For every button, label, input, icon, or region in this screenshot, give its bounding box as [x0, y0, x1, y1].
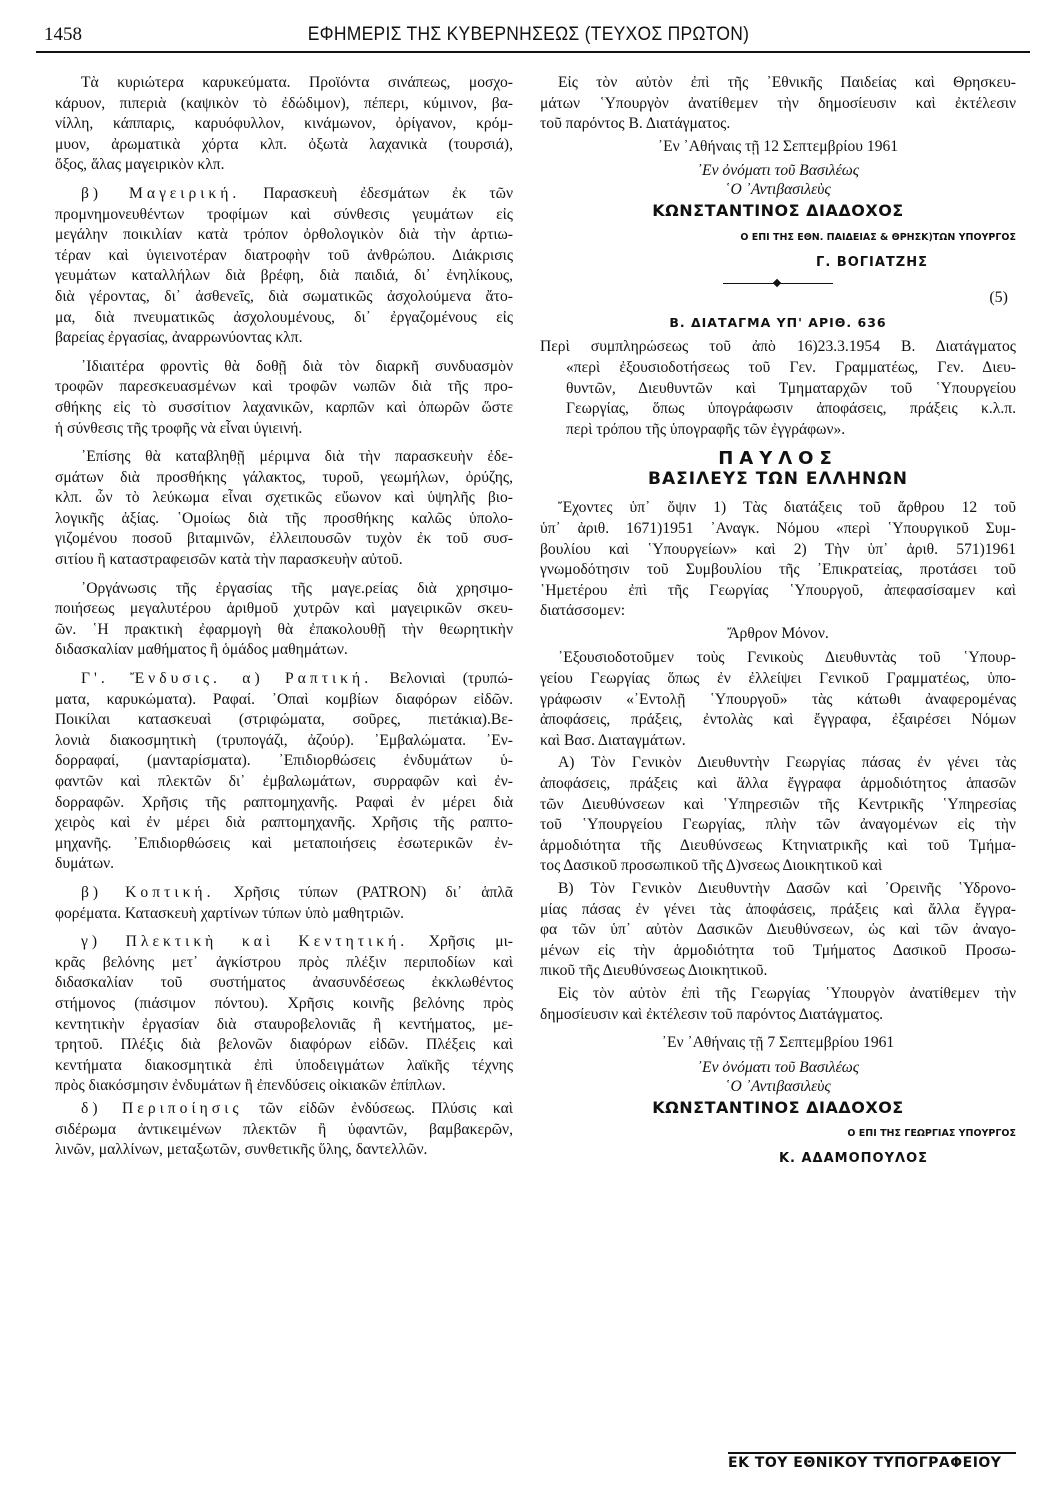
- text-line: [540, 94, 1016, 115]
- text-line: [55, 1140, 513, 1161]
- text-line: [540, 900, 1016, 921]
- date-line: ᾿Εν ᾿Αθήναις τῇ 12 Σεπτεμβρίου 1961: [657, 137, 899, 155]
- text-line: [540, 114, 1016, 135]
- text-line: [55, 488, 513, 509]
- line-text: μα, διὰ πνευματικῶς ἀσχολουμένους, δι᾿ ἐργαζομένους εἰς: [55, 308, 513, 326]
- line-text: μηχανῆς. ᾿Επιδιορθώσεις καὶ μεταποιήσεις ἐσωτερικῶν ἐν-: [55, 834, 513, 852]
- text-line: [55, 246, 513, 267]
- decree-sequence-number: (5): [989, 289, 1008, 307]
- text-line: [55, 205, 513, 226]
- king-title: ΒΑΣΙΛΕΥΣ ΤΩΝ ΕΛΛΗΝΩΝ: [648, 469, 908, 490]
- section-heading: Γ'. Ἔνδυσις. α) Ραπτική.: [81, 670, 373, 688]
- text-line: [540, 710, 1016, 731]
- text-line: [540, 879, 1016, 900]
- line-text: Παρασκευὴ ἐδεσμάτων ἐκ τῶν: [263, 184, 513, 202]
- text-line: [55, 377, 513, 398]
- paragraph: [55, 1099, 513, 1161]
- text-line: [55, 419, 513, 440]
- text-line: [540, 1005, 1016, 1026]
- signatory-name: ΚΩΝΣΤΑΝΤΙΝΟΣ ΔΙΑΔΟΧΟΣ: [652, 1097, 904, 1117]
- text-line: [55, 184, 513, 205]
- text-line: [540, 601, 1016, 622]
- line-text: διὰ γέροντας, δι᾿ ἀσθενεῖς, διὰ σωματικῶς ἀσχολούμενα ἄτο-: [55, 287, 513, 305]
- text-line: [540, 399, 1016, 420]
- text-line: [55, 1120, 513, 1141]
- text-line: [55, 904, 513, 925]
- paragraph: [55, 184, 513, 349]
- line-text: Εἰς τὸν αὐτὸν ἐπὶ τῆς Γεωργίας ῾Υπουργὸν ἀνατίθεμεν τὴν: [558, 984, 1016, 1002]
- line-text: Περὶ συμπληρώσεως τοῦ ἀπὸ 16)23.3.1954 Β. Διατάγματος: [540, 338, 1016, 356]
- line-text: μάτων ῾Υπουργὸν ἀνατίθεμεν τὴν δημοσίευσιν καὶ ἐκτέλεσιν: [540, 94, 1016, 112]
- text-line: [55, 1099, 513, 1120]
- text-line: [55, 308, 513, 329]
- text-line: [540, 337, 1016, 358]
- text-line: [55, 1015, 513, 1036]
- text-line: [55, 710, 513, 731]
- line-text: στήμονος (πιάσιμον πόντου). Χρῆσις κοινῆς βελόνης πρὸς: [55, 994, 513, 1012]
- text-line: [55, 953, 513, 974]
- text-line: [540, 581, 1016, 602]
- text-line: [55, 155, 513, 176]
- text-line: [540, 669, 1016, 690]
- line-text: κλπ. ὧν τὸ λεύκωμα εἶναι σχετικῶς εὔωνον καὶ ὑψηλῆς βιο-: [55, 489, 513, 507]
- line-text: γνωμοδότησιν τοῦ Συμβουλίου τῆς ᾿Επικρατείας, προτάσει τοῦ: [540, 561, 1016, 579]
- paragraph: [540, 753, 1016, 877]
- line-text: μένων εἰς τὴν ἁρμοδιότητα τοῦ Τμήματος Δασικοῦ Προσω-: [540, 941, 1016, 959]
- line-text: ᾿Οργάνωσις τῆς ἐργασίας τῆς μαγε.ρείας διὰ χρησιμο-: [81, 579, 513, 597]
- line-text: Β) Τὸν Γενικὸν Διευθυντὴν Δασῶν καὶ ᾿Ορεινῆς ῾Υδρονο-: [558, 880, 1016, 897]
- line-text: δημοσίευσιν καὶ ἐκτέλεσιν τοῦ παρόντος Διατάγματος.: [540, 1005, 883, 1023]
- printer-imprint: ΕΚ ΤΟΥ ΕΘΝΙΚΟΥ ΤΥΠΟΓΡΑΦΕΙΟΥ: [728, 1452, 1016, 1471]
- paragraph: [55, 73, 513, 176]
- line-text: Χρῆσις τύπων (PATRON) δι᾿ ἁπλᾶ: [233, 883, 513, 901]
- text-line: [540, 984, 1016, 1005]
- text-line: [540, 73, 1016, 94]
- text-line: [55, 932, 513, 953]
- text-line: [540, 560, 1016, 581]
- line-text: τος Δασικοῦ προσωπικοῦ τῆς Δ)νσεως Διοικητικοῦ καὶ: [540, 857, 883, 875]
- line-text: σιτίου ἢ καταστραφεισῶν κατὰ τὴν παρασκευὴν αὐτοῦ.: [55, 551, 403, 569]
- line-text: κεντητικὴν ἐργασίαν διὰ σταυροβελονιᾶς ἢ κεντήματος, με-: [55, 1015, 513, 1033]
- text-line: [540, 774, 1016, 795]
- section-heading: β) Μαγειρική.: [81, 184, 241, 202]
- ornamental-divider: [723, 283, 833, 284]
- minister-name: Κ. ΑΔΑΜΟΠΟΥΛΟΣ: [778, 1150, 928, 1166]
- text-line: [55, 640, 513, 661]
- text-line: [55, 1056, 513, 1077]
- line-text: ὑπ᾿ ἀριθ. 1671)1951 ᾿Αναγκ. Νόμου «περὶ ῾Υπουργικοῦ Συμ-: [540, 519, 1016, 537]
- paragraph: [540, 648, 1016, 751]
- line-text: βαρείας ἐργασίας, ἀναρρωνύοντας κλπ.: [55, 329, 303, 347]
- line-text: ῾Ημετέρου ἐπὶ τῆς Γεωργίας ῾Υπουργοῦ, ἀπεφασίσαμεν καὶ: [540, 581, 1016, 599]
- line-text: σθήκης εἰς τὸ συσσίτιον λαχανικῶν, καρπῶν καὶ ὀπωρῶν ὥστε: [55, 398, 513, 416]
- paragraph: [55, 932, 513, 1097]
- line-text: ῶν. ῾Η πρακτικὴ ἐφαρμογὴ θὰ ἐπακολουθῇ τὴν θεωρητικὴν: [55, 620, 513, 638]
- line-text: μυον, ἀρωματικὰ χόρτα κλπ. ὀξωτὰ λαχανικὰ (τουρσιά),: [55, 135, 513, 153]
- line-text: δορραφῶν. Χρῆσις τῆς ραπτομηχανῆς. Ραφαὶ ἐν μέρει διὰ: [55, 793, 513, 811]
- text-line: [55, 731, 513, 752]
- line-text: περὶ τρόπου τῆς ὑπογραφῆς τῶν ἐγγράφων».: [566, 420, 846, 438]
- line-text: γιζομένου ποσοῦ βιταμινῶν, ἐλλειπουσῶν τυχὸν ἐκ τοῦ συσ-: [55, 530, 513, 548]
- paragraph: [55, 883, 513, 924]
- decree-subject: [540, 337, 1016, 440]
- left-column: [55, 73, 513, 1169]
- line-text: γράφωσιν «᾿Εντολῇ ῾Υπουργοῦ» τὰς κάτωθι ἀναφερομένας: [540, 690, 1016, 708]
- text-line: [540, 648, 1016, 669]
- text-line: [55, 468, 513, 489]
- section-heading: β) Κοπτική.: [81, 883, 215, 901]
- signatory-name: ΚΩΝΣΤΑΝΤΙΝΟΣ ΔΙΑΔΟΧΟΣ: [652, 201, 904, 221]
- line-text: δυμάτων.: [55, 855, 115, 873]
- line-text: λονιὰ διακοσμητικὴ (τρυπογάζι, ἀζούρ). ᾿Εμβαλώματα. ᾿Εν-: [55, 731, 513, 749]
- text-line: [55, 266, 513, 287]
- text-line: [55, 94, 513, 115]
- text-line: [540, 961, 1016, 982]
- line-text: καὶ Βασ. Διαταγμάτων.: [540, 731, 686, 749]
- text-line: [55, 357, 513, 378]
- text-line: [55, 883, 513, 904]
- text-line: [540, 753, 1016, 774]
- line-text: φα τῶν ὑπ᾿ αὐτὸν Δασικῶν Διευθύνσεων, ὡς καὶ τῶν ἀναγο-: [540, 921, 1016, 939]
- text-line: [55, 813, 513, 834]
- line-text: πρὸς διακόσμησιν ἐνδυμάτων ἢ ἐπενδύσεις οἰκιακῶν ἐπίπλων.: [55, 1077, 446, 1095]
- signature-formula: ῾Ο ᾿Αντιβασιλεὺς: [725, 1077, 831, 1095]
- signature-formula: ᾿Εν ὀνόματι τοῦ Βασιλέως: [696, 162, 860, 180]
- line-text: Χρῆσις μι-: [428, 933, 513, 951]
- gazette-title: ΕΦΗΜΕΡΙΣ ΤΗΣ ΚΥΒΕΡΝΗΣΕΩΣ (ΤΕΥΧΟΣ ΠΡΩΤΟΝ): [307, 24, 750, 45]
- text-line: [55, 690, 513, 711]
- line-text: λογικῆς ἀξίας. ῾Ομοίως διὰ τῆς προσθήκης καλῶς ὑπολο-: [55, 509, 513, 527]
- text-line: [540, 815, 1016, 836]
- text-line: [540, 379, 1016, 400]
- right-column: [540, 73, 1016, 1178]
- text-line: [55, 550, 513, 571]
- line-text: τοῦ παρόντος Β. Διατάγματος.: [540, 115, 731, 133]
- text-line: [55, 973, 513, 994]
- line-text: μεγάλην ποικιλίαν κατὰ τρόπον ὀρθολογικὸν διὰ τὴν ἀρτιω-: [55, 226, 513, 244]
- paragraph: [55, 447, 513, 571]
- text-line: [55, 225, 513, 246]
- line-text: μίας πάσας ἐν γένει τὰς ἀποφάσεις, πράξεις καὶ ἄλλα ἔγγρα-: [540, 900, 1016, 918]
- text-line: [540, 540, 1016, 561]
- decree-heading: Β. ΔΙΑΤΑΓΜΑ ΥΠ' ΑΡΙΘ. 636: [669, 314, 887, 330]
- paragraph: [55, 579, 513, 661]
- text-line: [55, 1035, 513, 1056]
- text-line: [540, 856, 1016, 877]
- line-text: ᾿Ιδιαιτέρα φροντὶς θὰ δοθῇ διὰ τὸν διαρκῆ συνδυασμὸν: [81, 357, 513, 375]
- line-text: διατάσσομεν:: [540, 602, 626, 620]
- line-text: σιδέρωμα ἀντικειμένων πλεκτῶν ἢ ὑφαντῶν, βαμβακερῶν,: [55, 1120, 513, 1138]
- text-line: [540, 420, 1016, 441]
- paragraph: [55, 357, 513, 439]
- line-text: Ποικίλαι κατασκευαὶ (στριφώματα, σοῦρες, πιετάκια).Βε-: [55, 711, 513, 729]
- line-text: τῶν Διευθύνσεων καὶ ῾Υπηρεσιῶν τῆς Κεντρικῆς ῾Υπηρεσίας: [540, 795, 1016, 813]
- text-line: [55, 772, 513, 793]
- text-line: [540, 731, 1016, 752]
- text-line: [55, 854, 513, 875]
- section-heading: γ) Πλεκτικὴ καὶ Κεντητική.: [81, 933, 409, 951]
- paragraph: [540, 984, 1016, 1025]
- text-line: [55, 599, 513, 620]
- line-text: κεντήματα διακοσμητικὰ ἐπὶ ὑποδειγμάτων λαϊκῆς τέχνης: [55, 1056, 513, 1074]
- paragraph: [540, 73, 1016, 135]
- date-line: Ἄρθρον Μόνον.: [727, 624, 829, 642]
- line-text: ᾿Επίσης θὰ καταβληθῇ μέριμνα διὰ τὴν παρασκευὴν ἐδε-: [81, 448, 513, 466]
- line-text: ἡ σύνθεσις τῆς τροφῆς νὰ εἶναι ὑγιεινή.: [55, 419, 303, 437]
- line-text: φορέματα. Κατασκευὴ χαρτίνων τύπων ὑπὸ μαθητριῶν.: [55, 904, 404, 922]
- line-text: ἁρμοδιότητα τῆς Διευθύνσεως Κτηνιατρικῆς καὶ τοῦ Τμήμα-: [540, 836, 1016, 854]
- text-line: [55, 751, 513, 772]
- text-line: [540, 941, 1016, 962]
- text-line: [540, 358, 1016, 379]
- line-text: «περὶ ἐξουσιοδοτήσεως τοῦ Γεν. Γραμματέως, Γεν. Διευ-: [566, 358, 1016, 376]
- line-text: φαντῶν καὶ πλεκτῶν δι᾿ ἐμβαλωμάτων, συρραφῶν καὶ ἐν-: [55, 773, 513, 790]
- text-line: [540, 498, 1016, 519]
- king-name: ΠΑΥΛΟΣ: [718, 448, 838, 470]
- text-line: [55, 114, 513, 135]
- line-text: δορραφαί, (μανταρίσματα). ᾿Επιδιορθώσεις ἐνδυμάτων ὑ-: [55, 752, 513, 770]
- line-text: Γεωργίας, ὅπως ὑπογράφωσιν ἀποφάσεις, πράξεις κ.λ.π.: [566, 400, 1016, 418]
- text-line: [55, 135, 513, 156]
- line-text: κρᾶς βελόνης μετ᾿ ἀγκίστρου πρὸς πλέξιν περιποδίων καὶ: [55, 953, 513, 971]
- line-text: τρητοῦ. Πλέξις διὰ βελονῶν διαφόρων εἰδῶν. Πλέξεις καὶ: [55, 1036, 513, 1054]
- line-text: διδασκαλίαν τοῦ συστήματος ἀνασυνδέσεως ἐκκλωθέντος: [55, 974, 513, 992]
- text-line: [55, 994, 513, 1015]
- text-line: [540, 920, 1016, 941]
- line-text: προμνημονευθέντων τροφίμων καὶ σύνθεσις γευμάτων εἰς: [55, 205, 513, 223]
- paragraph: [55, 669, 513, 875]
- line-text: ποιήσεως μεγαλυτέρου ἀριθμοῦ χυτρῶν καὶ μαγειρικῶν σκευ-: [55, 600, 513, 618]
- paragraph: [540, 498, 1016, 622]
- minister-title: Ο ΕΠΙ ΤΗΣ ΓΕΩΡΓΙΑΣ ΥΠΟΥΡΓΟΣ: [847, 1128, 1016, 1140]
- signature-formula: ᾿Εν ὀνόματι τοῦ Βασιλέως: [696, 1058, 860, 1076]
- text-line: [55, 73, 513, 94]
- line-text: Βελονιαὶ (τρυπώ-: [389, 670, 513, 688]
- text-line: [55, 579, 513, 600]
- line-text: κάρυον, πιπεριὰ (καψικὸν τὸ ἐδώδιμον), πέπερι, κύμινον, βα-: [55, 94, 513, 112]
- text-line: [55, 669, 513, 690]
- minister-title: Ο ΕΠΙ ΤΗΣ ΕΘΝ. ΠΑΙΔΕΙΑΣ & ΘΡΗΣΚ)ΤΩΝ ΥΠΟΥΡΓΟΣ: [740, 231, 1016, 243]
- line-text: γευμάτων καταλλήλων διὰ βρέφη, διὰ παιδιά, δι᾿ ἐνηλίκους,: [55, 267, 513, 285]
- text-line: [55, 287, 513, 308]
- text-line: [540, 836, 1016, 857]
- line-text: τέραν καὶ ὑγιεινοτέραν διατροφὴν τοῦ ἀνθρώπου. Διάκρισις: [55, 246, 513, 264]
- line-text: τοῦ ῾Υπουργείου Γεωργίας, πλὴν τῶν ἀναγομένων εἰς τὴν: [540, 816, 1016, 834]
- line-text: Ἔχοντες ὑπ᾿ ὄψιν 1) Τὰς διατάξεις τοῦ ἄρθρου 12 τοῦ: [558, 499, 1016, 517]
- line-text: ὄξος, ἅλας μαγειρικὸν κλπ.: [55, 156, 225, 174]
- line-text: θυντῶν, Διευθυντῶν καὶ Τμηματαρχῶν τοῦ ῾Υπουργείου: [566, 379, 1016, 397]
- header-rule: [36, 51, 1030, 53]
- text-line: [55, 529, 513, 550]
- line-text: νίλλη, κάππαρις, καρυόφυλλον, κινάμωνον, ὀρίγανον, κρόμ-: [55, 115, 513, 133]
- text-line: [55, 509, 513, 530]
- text-line: [55, 398, 513, 419]
- line-text: χειρὸς καὶ ἐν μέρει διὰ ραπτομηχανῆς. Χρῆσις τῆς ραπτο-: [55, 814, 513, 832]
- section-heading: δ) Περιποίησις: [81, 1099, 243, 1117]
- minister-name: Γ. ΒΟΓΙΑΤΖΗΣ: [816, 254, 928, 270]
- line-text: Τὰ κυριώτερα καρυκεύματα. Προϊόντα σινάπεως, μοσχο-: [81, 74, 513, 91]
- signature-formula: ῾Ο ᾿Αντιβασιλεὺς: [725, 181, 831, 199]
- text-line: [540, 690, 1016, 711]
- line-text: ματα, καρυκώματα). Ραφαί. ᾿Οπαὶ κομβίων διαφόρων εἰδῶν.: [55, 690, 513, 708]
- line-text: ἀποφάσεις, πράξεις καὶ ἄλλα ἔγγραφα ἁρμοδιότητος ἁπασῶν: [540, 775, 1016, 793]
- line-text: γείου Γεωργίας ὅπως ἐν ἐλλείψει Γενικοῦ Γραμματέως, ὑπο-: [540, 670, 1016, 688]
- date-line: ᾿Εν ᾿Αθήναις τῇ 7 Σεπτεμβρίου 1961: [661, 1034, 895, 1052]
- text-line: [55, 1076, 513, 1097]
- line-text: βουλίου καὶ ῾Υπουργείων» καὶ 2) Τὴν ὑπ᾿ ἀριθ. 571)1961: [540, 540, 1016, 558]
- paragraph: [540, 879, 1016, 982]
- text-line: [540, 519, 1016, 540]
- line-text: πικοῦ τῆς Διευθύνσεως Διοικητικοῦ.: [540, 962, 768, 980]
- text-line: [55, 793, 513, 814]
- line-text: ᾿Εξουσιοδοτοῦμεν τοὺς Γενικοὺς Διευθυντὰς τοῦ ῾Υπουρ-: [558, 649, 1016, 667]
- line-text: Α) Τὸν Γενικὸν Διευθυντὴν Γεωργίας πάσας ἐν γένει τὰς: [558, 754, 1016, 772]
- text-line: [540, 795, 1016, 816]
- page-number: 1458: [44, 24, 82, 45]
- line-text: Εἰς τὸν αὐτὸν ἐπὶ τῆς ᾿Εθνικῆς Παιδείας καὶ Θρησκευ-: [558, 74, 1016, 91]
- line-text: ἀποφάσεις, πράξεις, ἐντολὰς καὶ ἔγγραφα, ἐξαιρέσει Νόμων: [540, 711, 1016, 729]
- line-text: σμάτων διὰ προσθήκης γάλακτος, τυροῦ, γεωμήλων, ὀρύζης,: [55, 468, 513, 486]
- line-text: τροφῶν παρεσκευασμένων καὶ τροφῶν νωπῶν διὰ τῆς προ-: [55, 378, 513, 396]
- text-line: [55, 834, 513, 855]
- line-text: διδασκαλίαν μαθήματος ἢ ὁμάδος μαθημάτων.: [55, 641, 348, 659]
- text-line: [55, 328, 513, 349]
- line-text: λινῶν, μαλλίνων, μεταξωτῶν, συνθετικῆς ὕλης, δαντελλῶν.: [55, 1141, 428, 1159]
- text-line: [55, 620, 513, 641]
- line-text: τῶν εἰδῶν ἐνδύσεως. Πλύσις καὶ: [259, 1099, 513, 1117]
- text-line: [55, 447, 513, 468]
